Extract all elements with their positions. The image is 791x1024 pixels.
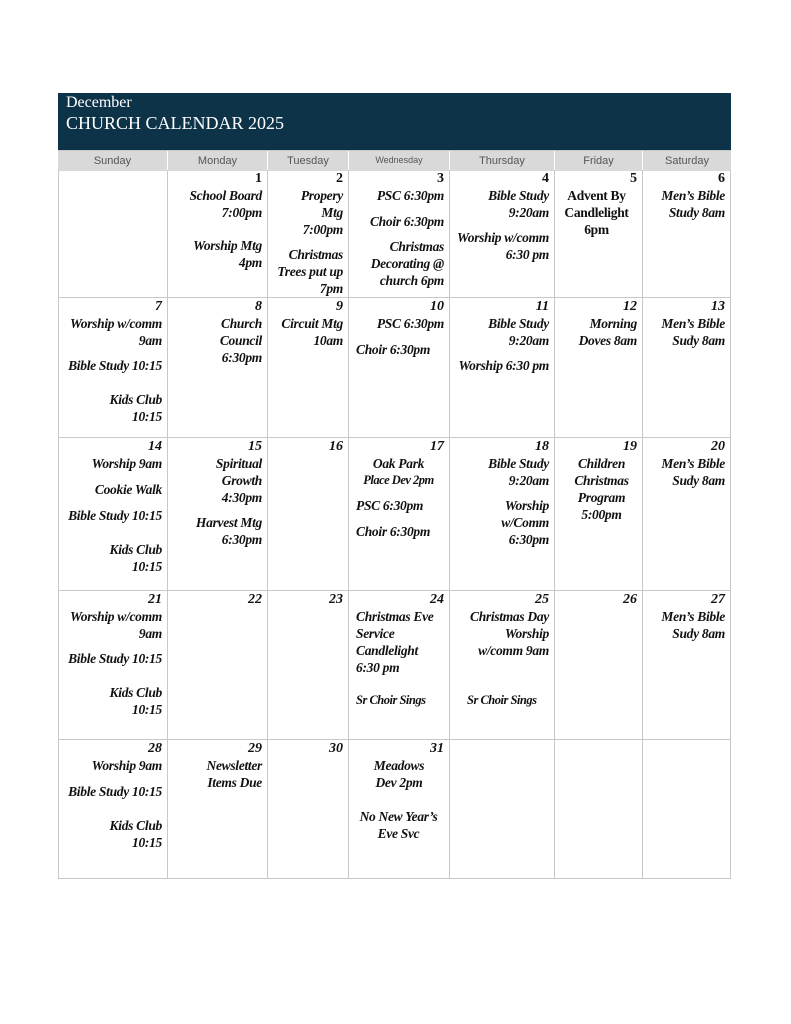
day-cell-23[interactable] <box>268 591 349 740</box>
event-worship: Worship 9am <box>91 758 162 773</box>
day-cell-empty <box>555 740 643 879</box>
event-worship-comm: Worship w/comm 6:30 pm <box>457 230 549 262</box>
day-cell-5[interactable] <box>555 170 643 298</box>
day-number: 18 <box>535 439 549 454</box>
event-mens-bible-study: Men’s Bible Sudy 8am <box>661 456 725 488</box>
day-cell-24[interactable] <box>349 591 450 740</box>
event-spiritual-growth: Spiritual Growth 4:30pm <box>215 456 262 505</box>
event-worship: Worship 6:30 pm <box>458 358 549 373</box>
event-psc: PSC 6:30pm <box>356 498 424 513</box>
day-cell-empty <box>58 170 168 298</box>
day-number: 29 <box>248 741 262 756</box>
day-number: 17 <box>430 439 444 454</box>
day-cell-17[interactable] <box>349 438 450 591</box>
weekday-thursday: Thursday <box>450 151 555 171</box>
event-school-board: School Board 7:00pm <box>189 188 262 220</box>
day-number: 14 <box>148 439 162 454</box>
day-cell-16[interactable] <box>268 438 349 591</box>
weekday-tuesday: Tuesday <box>268 151 349 171</box>
day-number: 4 <box>542 171 549 186</box>
event-choir: Choir 6:30pm <box>369 214 444 229</box>
day-number: 11 <box>535 299 549 314</box>
day-cell-3[interactable] <box>349 170 450 298</box>
day-number: 22 <box>248 592 262 607</box>
day-number: 27 <box>711 592 725 607</box>
day-cell-15[interactable] <box>168 438 268 591</box>
event-newsletter-items-due: Newsletter Items Due <box>206 758 262 790</box>
day-number: 2 <box>336 171 343 186</box>
day-number: 20 <box>711 439 725 454</box>
day-cell-1[interactable] <box>168 170 268 298</box>
day-number: 15 <box>248 439 262 454</box>
day-cell-19[interactable] <box>555 438 643 591</box>
day-cell-30[interactable] <box>268 740 349 879</box>
weekday-header-row <box>58 150 731 171</box>
day-number: 7 <box>155 299 162 314</box>
weekday-saturday: Saturday <box>664 155 710 167</box>
day-cell-25[interactable] <box>450 591 555 740</box>
day-number: 16 <box>329 439 343 454</box>
day-cell-11[interactable] <box>450 298 555 438</box>
weekday-friday: Friday <box>555 151 643 171</box>
event-worship-comm: Worship w/Comm 6:30pm <box>501 498 549 547</box>
day-number: 21 <box>148 592 162 607</box>
event-mens-bible-study: Men’s Bible Sudy 8am <box>661 609 725 641</box>
day-cell-12[interactable] <box>555 298 643 438</box>
month-label: December <box>66 94 132 111</box>
day-cell-4[interactable] <box>450 170 555 298</box>
event-church-council: Church Council 6:30pm <box>219 316 262 365</box>
day-cell-29[interactable] <box>168 740 268 879</box>
calendar-title: CHURCH CALENDAR 2025 <box>66 113 285 133</box>
event-worship: Worship 9am <box>91 456 162 471</box>
day-cell-21[interactable] <box>58 591 168 740</box>
event-morning-doves: Morning Doves 8am <box>578 316 637 348</box>
day-number: 23 <box>329 592 343 607</box>
event-bible-study: Bible Study 10:15 <box>68 358 162 373</box>
day-cell-13[interactable] <box>643 298 731 438</box>
day-cell-empty <box>450 740 555 879</box>
event-sr-choir-sings: Sr Choir Sings <box>356 693 426 707</box>
event-bible-study: Bible Study 10:15 <box>68 651 162 666</box>
event-mens-bible-study: Men’s Bible Sudy 8am <box>661 316 725 348</box>
event-harvest-mtg: Harvest Mtg 6:30pm <box>195 515 262 547</box>
event-worship-mtg: Worship Mtg 4pm <box>193 238 262 270</box>
day-number: 5 <box>630 171 637 186</box>
day-number: 30 <box>329 741 343 756</box>
event-worship-comm: Worship w/comm 9am <box>70 609 162 641</box>
day-cell-7[interactable] <box>58 298 168 438</box>
event-children-christmas-program: Children Christmas Program 5:00pm <box>574 456 629 522</box>
event-bible-study: Bible Study 9:20am <box>488 188 549 220</box>
event-property-mtg: Propery Mtg 7:00pm <box>300 188 343 237</box>
event-meadows-dev: Meadows Dev 2pm <box>373 758 425 790</box>
event-kids-club: Kids Club 10:15 <box>109 392 162 424</box>
event-oak-park: Oak Park <box>372 456 425 471</box>
event-bible-study: Bible Study 10:15 <box>68 508 162 523</box>
calendar-header <box>58 93 731 150</box>
day-number: 9 <box>336 299 343 314</box>
day-number: 31 <box>430 741 444 756</box>
event-worship-comm: Worship w/comm 9am <box>70 316 162 348</box>
day-cell-10[interactable] <box>349 298 450 438</box>
day-cell-22[interactable] <box>168 591 268 740</box>
event-circuit-mtg: Circuit Mtg 10am <box>281 316 343 348</box>
day-cell-31[interactable] <box>349 740 450 879</box>
event-choir: Choir 6:30pm <box>356 524 431 539</box>
event-bible-study: Bible Study 9:20am <box>488 316 549 348</box>
event-bible-study: Bible Study 9:20am <box>488 456 549 488</box>
day-number: 25 <box>535 592 549 607</box>
event-kids-club: Kids Club 10:15 <box>109 818 162 850</box>
weekday-monday: Monday <box>168 151 268 171</box>
day-number: 1 <box>255 171 262 186</box>
event-kids-club: Kids Club 10:15 <box>109 542 162 574</box>
event-place-dev: Place Dev 2pm <box>363 473 434 487</box>
day-cell-9[interactable] <box>268 298 349 438</box>
day-cell-2[interactable] <box>268 170 349 298</box>
day-cell-8[interactable] <box>168 298 268 438</box>
day-cell-6[interactable] <box>643 170 731 298</box>
event-sr-choir-sings: Sr Choir Sings <box>467 693 537 707</box>
event-christmas-day-worship: Christmas Day Worship w/comm 9am <box>470 609 549 658</box>
day-number: 19 <box>623 439 637 454</box>
day-cell-18[interactable] <box>450 438 555 591</box>
day-number: 13 <box>711 299 725 314</box>
day-number: 3 <box>437 171 444 186</box>
day-number: 10 <box>430 299 444 314</box>
event-christmas-eve-service: Christmas Eve Service Candlelight 6:30 pm <box>356 609 434 675</box>
day-number: 6 <box>718 171 725 186</box>
event-cookie-walk: Cookie Walk <box>94 482 162 497</box>
day-cell-empty <box>643 740 731 879</box>
event-bible-study: Bible Study 10:15 <box>68 784 162 799</box>
day-number: 24 <box>430 592 444 607</box>
day-cell-27[interactable] <box>643 591 731 740</box>
weekday-wednesday: Wednesday <box>349 151 450 171</box>
day-number: 12 <box>623 299 637 314</box>
day-cell-20[interactable] <box>643 438 731 591</box>
day-cell-14[interactable] <box>58 438 168 591</box>
day-cell-28[interactable] <box>58 740 168 879</box>
weekday-sunday: Sunday <box>58 151 168 171</box>
event-psc: PSC 6:30pm <box>376 316 444 331</box>
event-choir: Choir 6:30pm <box>356 342 431 357</box>
day-number: 8 <box>255 299 262 314</box>
day-number: 28 <box>148 741 162 756</box>
event-christmas-decorating: Christmas Decorating @ church 6pm <box>370 239 444 288</box>
event-psc: PSC 6:30pm <box>376 188 444 203</box>
event-christmas-trees: Christmas Trees put up 7pm <box>277 247 343 296</box>
day-cell-26[interactable] <box>555 591 643 740</box>
day-number: 26 <box>623 592 637 607</box>
event-no-new-years-eve-service: No New Year’s Eve Svc <box>359 809 438 841</box>
event-advent-candlelight: Advent By Candlelight 6pm <box>564 188 629 237</box>
event-kids-club: Kids Club 10:15 <box>109 685 162 717</box>
event-mens-bible-study: Men’s Bible Study 8am <box>661 188 725 220</box>
